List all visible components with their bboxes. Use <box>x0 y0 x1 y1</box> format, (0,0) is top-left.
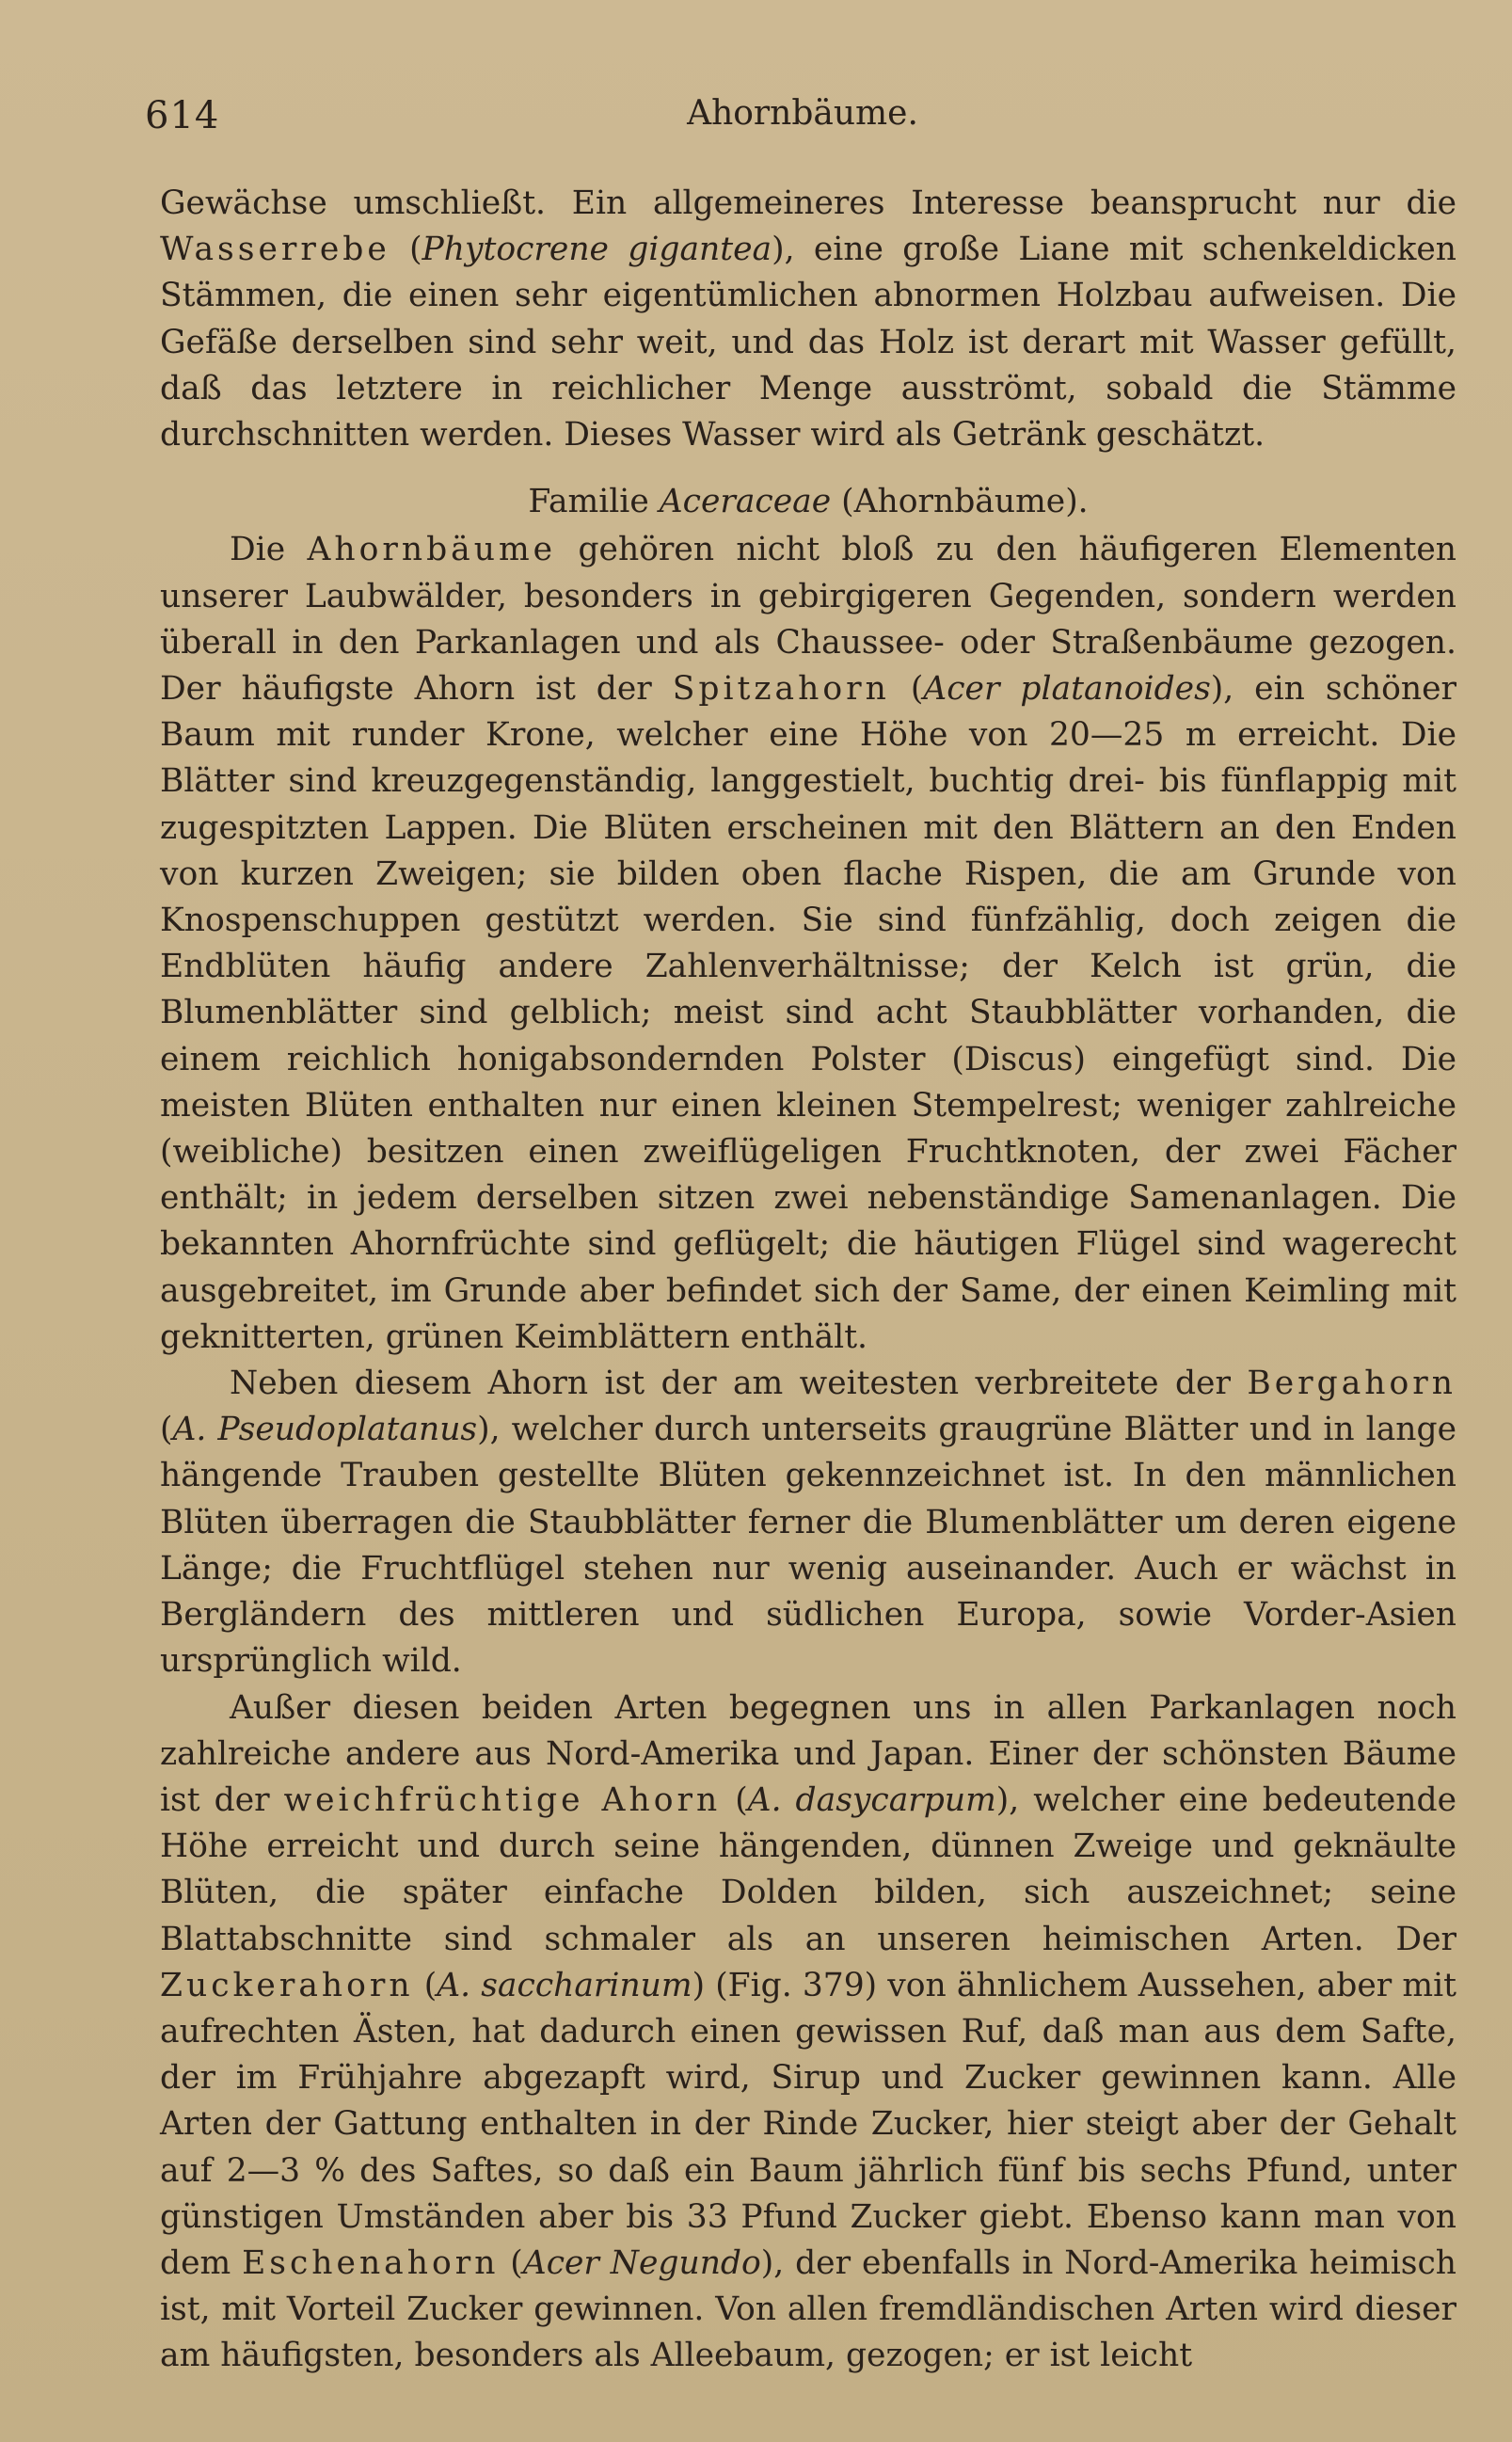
paragraph-spitzahorn <box>160 527 1456 1361</box>
text-run: ), welcher eine bedeutende Höhe erreicht und durch seine hängenden, dünnen Zweige und geknäulte Blüten, die später einfache Dolden bilden, sich auszeichnet; seine Blattabschnitte sind schmaler als an unseren heimischen Arten. Der <box>160 1780 1456 1958</box>
text-run: Gewächse umschließt. Ein allgemeineres Interesse beansprucht nur die <box>160 184 1456 222</box>
latin-name: Acer platanoides <box>923 670 1211 709</box>
spaced-term: Zuckerahorn <box>160 1966 414 2004</box>
text-run: (Ahornbäume). <box>831 483 1089 521</box>
text-run: ), eine große Liane mit schenkeldicken Stämmen, die einen sehr eigentümlichen abnormen Holzbau aufweisen. Die Gefäße derselben sind sehr weit, und das Holz ist derart mit Wasser gefüllt, daß das letztere in reichlicher Menge ausströmt, sobald die Stämme durchschnitten werden. Dieses Wasser wird als Getränk geschätzt. <box>160 231 1457 455</box>
spaced-term: Eschenahorn <box>242 2243 500 2282</box>
section-heading <box>160 479 1456 525</box>
text-run: ( <box>160 1411 173 1449</box>
latin-name: A. dasycarpum <box>747 1780 996 1819</box>
running-title: Ahornbäume. <box>687 94 918 133</box>
page-header <box>145 94 1460 151</box>
latin-name: A. saccharinum <box>437 1966 692 2004</box>
spaced-term: Wasserrebe <box>160 231 390 269</box>
spaced-term: Bergahorn <box>1247 1365 1456 1403</box>
paragraph-phytocrene <box>160 181 1456 458</box>
paragraph-bergahorn <box>160 1361 1456 1684</box>
text-run: ( <box>413 1966 438 2004</box>
latin-name: Aceraceae <box>659 483 832 521</box>
text-run: ( <box>889 670 924 709</box>
page-body <box>160 181 1456 2380</box>
text-run: Neben diesem Ahorn ist der am weitesten verbreitete der <box>230 1365 1248 1403</box>
spaced-term: weichfrüchtige Ahorn <box>283 1780 722 1819</box>
paragraph-fremde-arten <box>160 1685 1456 2380</box>
text-run: ), welcher durch unterseits graugrüne Blätter und in lange hängende Trauben gestellte Blüten gekennzeichnet ist. In den männlichen Blüten überragen die Staubblätter ferner die Blumenblätter um deren eigene Länge; die Fruchtflügel stehen nur wenig auseinander. Auch er wächst in Bergländern des mittleren und südlichen Europa, sowie Vorder-Asien ursprünglich wild. <box>160 1411 1456 1681</box>
text-run: ), ein schöner Baum mit runder Krone, welcher eine Höhe von 20—25 m erreicht. Die Blätter sind kreuzgegenständig, langgestielt, buchtig drei- bis fünflappig mit zugespitzten Lappen. Die Blüten erscheinen mit den Blättern an den Enden von kurzen Zweigen; sie bilden oben flache Rispen, die am Grunde von Knospenschuppen gestützt werden. Sie sind fünfzählig, doch zeigen die Endblüten häufig andere Zahlenverhältnisse; der Kelch ist grün, die Blumenblätter sind gelblich; meist sind acht Staubblätter vorhanden, die einem reichlich honigabsondernden Polster (Discus) eingefügt sind. Die meisten Blüten enthalten nur einen kleinen Stempelrest; weniger zahlreiche (weibliche) besitzen einen zweiflügeligen Fruchtknoten, der zwei Fächer enthält; in jedem derselben sitzen zwei nebenständige Samenanlagen. Die bekannten Ahornfrüchte sind geflügelt; die häutigen Flügel sind wagerecht ausgebreitet, im Grunde aber befindet sich der Same, der einen Keimling mit geknitterten, grünen Keimblättern enthält. <box>160 670 1456 1356</box>
latin-name: Phytocrene gigantea <box>422 231 772 269</box>
text-run: ( <box>390 231 422 269</box>
text-run: ( <box>721 1780 748 1819</box>
text-run: Familie <box>528 483 660 521</box>
latin-name: A. Pseudoplatanus <box>172 1411 478 1449</box>
text-run: ) (Fig. 379) von ähnlichem Aussehen, aber mit aufrechten Ästen, hat dadurch einen gewissen Ruf, daß man aus dem Safte, der im Frühjahre abgezapft wird, Sirup und Zucker gewinnen kann. Alle Arten der Gattung enthalten in der Rinde Zucker, hier steigt aber der Gehalt auf 2—3 % des Saftes, so daß ein Baum jährlich fünf bis sechs Pfund, unter günstigen Umständen aber bis 33 Pfund Zucker giebt. Ebenso kann man von dem <box>160 1966 1456 2282</box>
text-run: ), der ebenfalls in Nord-Amerika heimisch ist, mit Vorteil Zucker gewinnen. Von allen fremdländischen Arten wird dieser am häufigsten, besonders als Alleebaum, gezogen; er ist leicht <box>160 2243 1456 2375</box>
text-run: Außer diesen beiden Arten begegnen uns in allen Parkanlagen noch zahlreiche andere aus Nord-Amerika und Japan. Einer der schönsten Bäume ist der <box>160 1688 1456 1819</box>
page-number: 614 <box>145 94 220 137</box>
text-run: Die <box>230 531 308 569</box>
latin-name: Acer Negundo <box>522 2243 761 2282</box>
text-run: ( <box>499 2243 523 2282</box>
text-run: gehören nicht bloß zu den häufigeren Elementen unserer Laubwälder, besonders in gebirgigeren Gegenden, sondern werden überall in den Parkanlagen und als Chaussee- oder Straßenbäume gezogen. Der häufigste Ahorn ist der <box>160 531 1457 709</box>
spaced-term: Ahornbäume <box>307 531 557 569</box>
spaced-term: Spitzahorn <box>672 670 890 709</box>
